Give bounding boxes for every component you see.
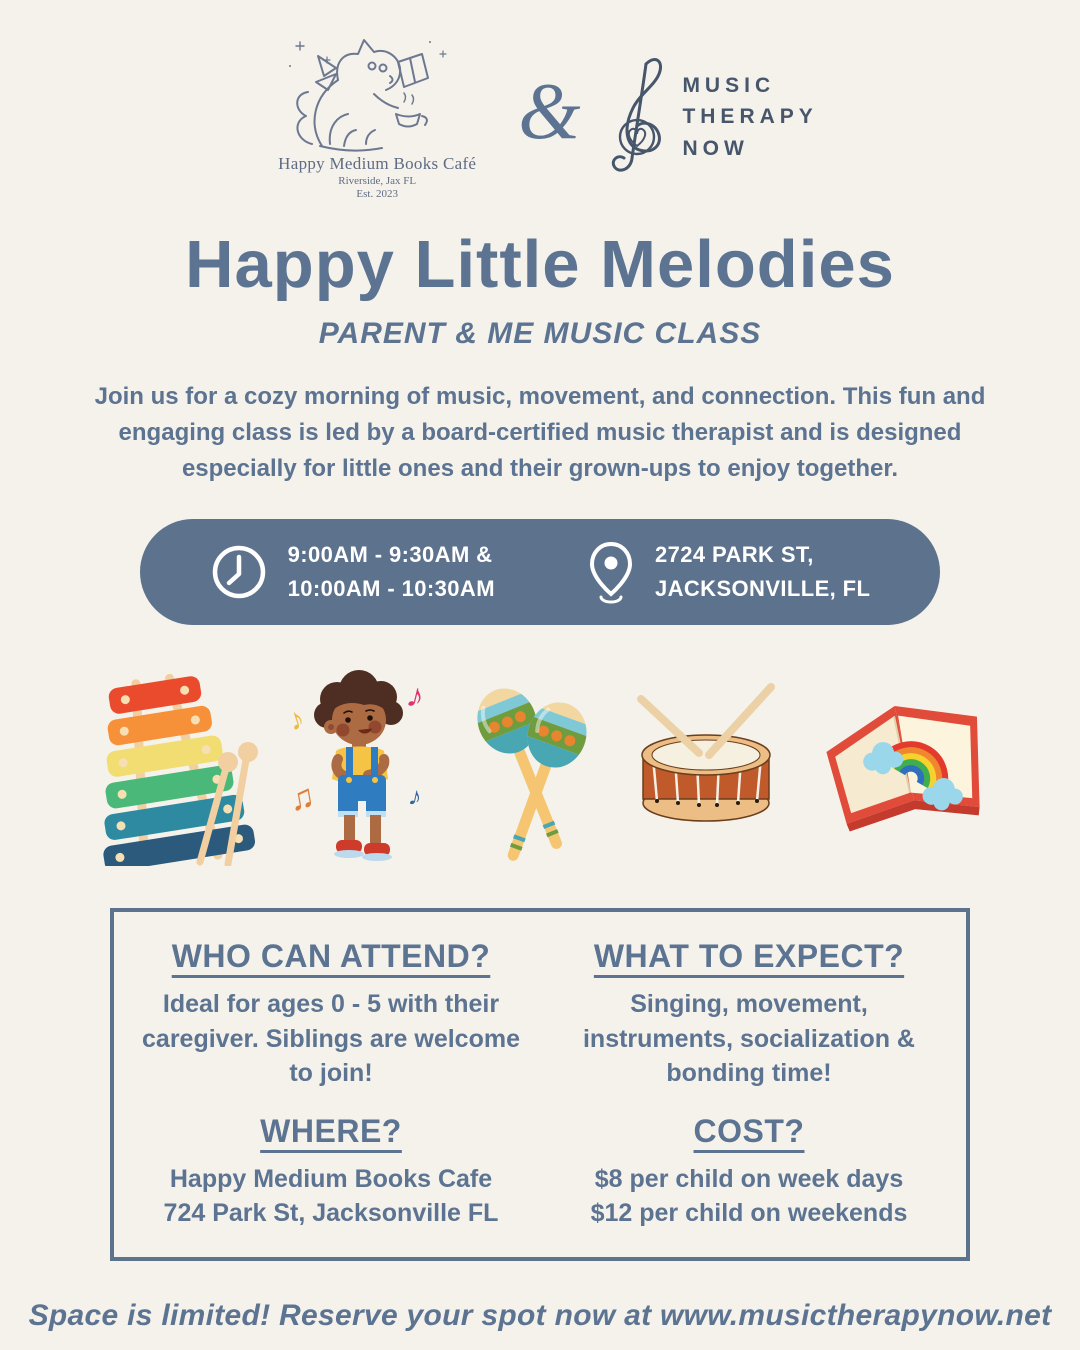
class-description: Join us for a cozy morning of music, movement, and connection. This fun and engaging class is led by a board-certified music therapist and is designed especially for little ones and their grown-ups to enjoy together. — [94, 383, 986, 482]
time-text — [288, 538, 495, 606]
where-heading: WHERE? — [260, 1112, 402, 1149]
section-cost — [544, 1109, 954, 1231]
section-who-can-attend — [126, 934, 536, 1091]
mtn-line-3: NOW — [682, 136, 749, 160]
schedule-location-banner — [140, 519, 940, 625]
rainbow-book-illustration — [811, 677, 1001, 855]
illustration-row — [0, 663, 1080, 868]
maracas-illustration — [467, 663, 599, 868]
treble-clef-heart-icon — [606, 50, 672, 184]
music-therapy-now-wordmark — [682, 70, 817, 165]
cafe-logo — [262, 34, 492, 200]
who-body: Ideal for ages 0 - 5 with their caregiver. Siblings are welcome to join! — [142, 990, 520, 1087]
who-heading: WHO CAN ATTEND? — [171, 938, 491, 974]
page-title: Happy Little Melodies — [185, 227, 895, 302]
location-text — [655, 538, 870, 606]
cost-body — [557, 1162, 942, 1231]
where-body — [139, 1162, 524, 1231]
section-what-to-expect — [544, 934, 954, 1091]
cost-heading: COST? — [693, 1112, 805, 1149]
mtn-line-1: MUSIC — [682, 73, 776, 97]
section-where — [126, 1109, 536, 1231]
cafe-logo-location: Riverside, Jax FL — [338, 175, 417, 187]
clock-icon — [210, 543, 268, 601]
svg-text:♪: ♪ — [402, 675, 429, 717]
drum-illustration — [621, 671, 789, 861]
location-line-2: JACKSONVILLE, FL — [654, 576, 871, 601]
music-therapy-now-logo — [606, 50, 817, 184]
cafe-logo-established: Est. 2023 — [356, 188, 398, 200]
cost-line-1: $8 per child on week days — [594, 1164, 904, 1193]
where-line-2: 724 Park St, Jacksonville FL — [163, 1199, 499, 1227]
what-heading: WHAT TO EXPECT? — [593, 938, 905, 974]
location-info — [587, 538, 870, 606]
svg-text:♪: ♪ — [405, 780, 425, 813]
where-line-1: Happy Medium Books Cafe — [169, 1164, 493, 1193]
time-info — [210, 538, 495, 606]
xylophone-illustration — [80, 666, 258, 866]
dancing-child-illustration — [280, 663, 445, 868]
location-pin-icon — [587, 540, 635, 604]
what-body: Singing, movement, instruments, socialization & bonding time! — [582, 990, 915, 1087]
cafe-logo-name: Happy Medium Books Café — [278, 154, 477, 173]
reservation-cta: Space is limited! Reserve your spot now at www.musictherapynow.net — [28, 1298, 1052, 1332]
cat-reading-icon — [282, 34, 472, 152]
page-subtitle: PARENT & ME MUSIC CLASS — [318, 317, 762, 350]
svg-text:♪: ♪ — [283, 701, 309, 738]
logo-header — [0, 34, 1080, 200]
location-line-1: 2724 PARK ST, — [654, 541, 814, 567]
cost-line-2: $12 per child on weekends — [590, 1199, 908, 1227]
ampersand: & — [518, 68, 581, 156]
details-box — [110, 908, 970, 1261]
svg-text:♫: ♫ — [285, 777, 318, 819]
time-line-1: 9:00AM - 9:30AM & — [287, 541, 493, 567]
mtn-line-2: THERAPY — [682, 105, 818, 129]
time-line-2: 10:00AM - 10:30AM — [287, 576, 495, 601]
